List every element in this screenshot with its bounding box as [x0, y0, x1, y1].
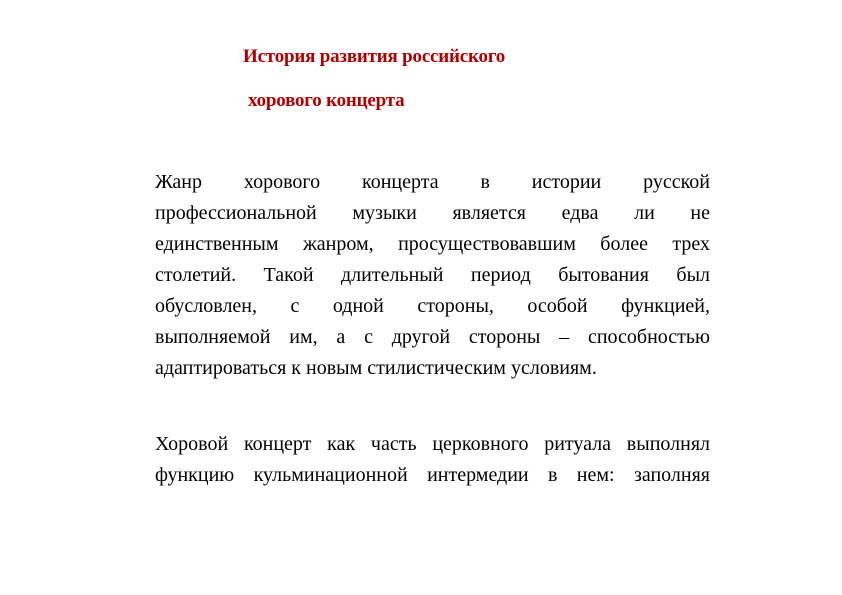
paragraph-line: функцию кульминационной интермедии в нем: заполняя: [155, 464, 710, 486]
paragraph-line: обусловлен, с одной стороны, особой функцией,: [155, 295, 710, 317]
paragraph-line: Жанр хорового концерта в истории русской: [155, 171, 710, 193]
document-title-line-1: История развития российского: [243, 46, 506, 67]
document-title-line-2: хорового концерта: [248, 90, 405, 111]
paragraph-2: [155, 429, 710, 491]
paragraph-line: выполняемой им, а с другой стороны – способностью: [155, 326, 710, 348]
paragraph-line: профессиональной музыки является едва ли не: [155, 202, 710, 224]
paragraph-line: единственным жанром, просуществовавшим более трех: [155, 233, 710, 255]
paragraph-line: столетий. Такой длительный период бытования был: [155, 264, 710, 286]
paragraph-line: Хоровой концерт как часть церковного ритуала выполнял: [155, 433, 710, 455]
paragraph-1: [155, 167, 710, 384]
paragraph-line: адаптироваться к новым стилистическим условиям.: [155, 357, 597, 379]
